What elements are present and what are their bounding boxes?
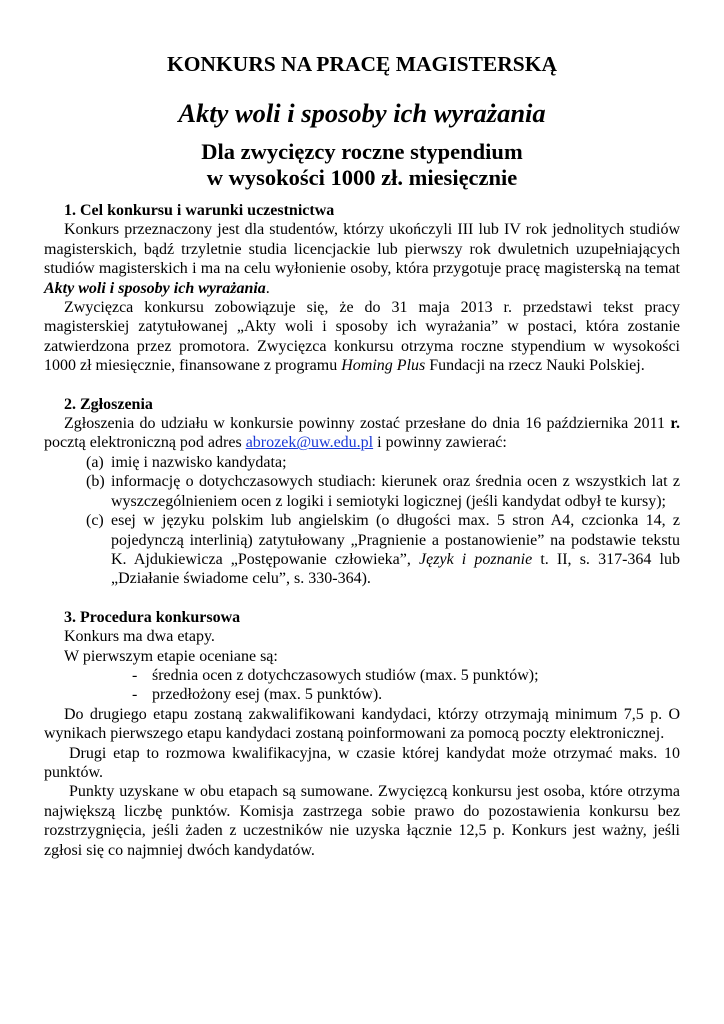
list-item <box>44 511 680 589</box>
paragraph-text: Zgłoszenia do udziału w konkursie powinny zostać przesłane do dnia 16 października 2011 <box>64 415 671 433</box>
scholarship-headline-line1: Dla zwycięzcy roczne stypendium <box>201 139 523 164</box>
list-item-label: (a) <box>86 453 104 471</box>
list-item-label: (c) <box>86 512 104 530</box>
thesis-topic: Akty woli i sposoby ich wyrażania <box>44 279 266 297</box>
list-item <box>44 472 680 511</box>
paragraph <box>44 414 680 453</box>
section-heading: 2. Zgłoszenia <box>64 395 153 413</box>
section-applications <box>44 395 680 589</box>
bullet-item <box>44 685 680 704</box>
book-title: Język i poznanie <box>419 550 533 568</box>
paragraph: Konkurs ma dwa etapy. <box>64 628 215 646</box>
bullet-item <box>44 666 680 685</box>
dash-marker: - <box>132 666 138 684</box>
paragraph: W pierwszym etapie oceniane są: <box>64 647 278 665</box>
list-item-text-part: esej w języku polskim lub angielskim (o długości max. 5 stron A4, czcionka 14, z pojedynczą interlinią) zatytułowany „Pragnienie a postanowienie” na podstawie tekstu K. Ajdukiewicza „Postępowanie człowieka”, <box>111 512 680 568</box>
email-link[interactable]: abrozek@uw.edu.pl <box>245 434 374 452</box>
list-item-text-part: t. II, s. 317-364 lub „Działanie świadome celu”, s. 330-364). <box>111 550 680 588</box>
paragraph: Do drugiego etapu zostaną zakwalifikowani kandydaci, którzy otrzymają minimum 7,5 p. O wynikach pierwszego etapu kandydaci zostaną poinformowani za pomocą poczty elektronicznej. <box>44 705 680 743</box>
paragraph <box>44 298 680 376</box>
spacer <box>44 589 680 608</box>
paragraph-text: r. <box>670 415 680 433</box>
list-item-label: (b) <box>86 473 105 491</box>
paragraph-text: Fundacji na rzecz Nauki Polskiej. <box>425 357 645 375</box>
scholarship-headline-line2: w wysokości 1000 zł. miesięcznie <box>206 165 518 190</box>
paragraph-text: i powinny zawierać: <box>373 434 507 452</box>
program-name: Homing Plus <box>341 357 426 375</box>
bullet-text: przedłożony esej (max. 5 punktów). <box>152 686 383 704</box>
paragraph-text: Zwycięzca konkursu zobowiązuje się, że do 31 maja 2013 r. przedstawi tekst pracy magisterskiej zatytułowanej „Akty woli i sposoby ich wyrażania” w postaci, która zostanie zatwierdzona przez promotora. Zwycięzca konkursu otrzyma roczne stypendium w wysokości 1000 zł miesięcznie, finansowane z programu <box>44 299 680 375</box>
paragraph: Punkty uzyskane w obu etapach są sumowane. Zwycięzcą konkursu jest osoba, które otrzyma największą liczbę punktów. Komisja zastrzega sobie prawo do pozostawienia konkursu bez rozstrzygnięcia, jeśli żaden z uczestników nie uzyska łącznie 12,5 p. Konkurs jest ważny, jeśli zgłosi się co najmniej dwóch kandydatów. <box>44 783 680 859</box>
section-procedure <box>44 608 680 860</box>
paragraph-text: pocztą elektroniczną pod adres <box>44 434 246 452</box>
document-page <box>44 50 680 860</box>
paragraph <box>44 220 680 298</box>
section-heading: 3. Procedura konkursowa <box>64 608 241 626</box>
paragraph-text: Konkurs przeznaczony jest dla studentów, którzy ukończyli III lub IV rok jednolitych studiów magisterskich, bądź trzyletnie studia licencjackie lub pierwszy rok dwuletnich uzupełniających studiów magisterskich i ma na celu wyłonienie osoby, która przygotuje pracę magisterską na temat <box>44 221 680 278</box>
list-item-text <box>111 511 680 589</box>
dash-marker: - <box>132 686 138 704</box>
bullet-text: średnia ocen z dotychczasowych studiów (max. 5 punktów); <box>152 666 539 684</box>
page-title: KONKURS NA PRACĘ MAGISTERSKĄ <box>166 52 558 76</box>
list-item <box>44 453 680 472</box>
paragraph-text: . <box>265 279 270 297</box>
section-purpose <box>44 201 680 376</box>
spacer <box>44 376 680 395</box>
scholarship-headline <box>44 139 680 191</box>
list-item-text: imię i nazwisko kandydata; <box>111 453 287 471</box>
thesis-topic-title: Akty woli i sposoby ich wyrażania <box>178 98 546 128</box>
list-item-text: informację o dotychczasowych studiach: kierunek oraz średnia ocen z wszystkich lat z wyszczególnieniem ocen z logiki i semiotyki logicznej (jeśli kandydat odbył te kursy); <box>111 473 680 510</box>
paragraph: Drugi etap to rozmowa kwalifikacyjna, w czasie której kandydat może otrzymać maks. 10 punktów. <box>44 744 680 781</box>
section-heading: 1. Cel konkursu i warunki uczestnictwa <box>64 202 335 219</box>
